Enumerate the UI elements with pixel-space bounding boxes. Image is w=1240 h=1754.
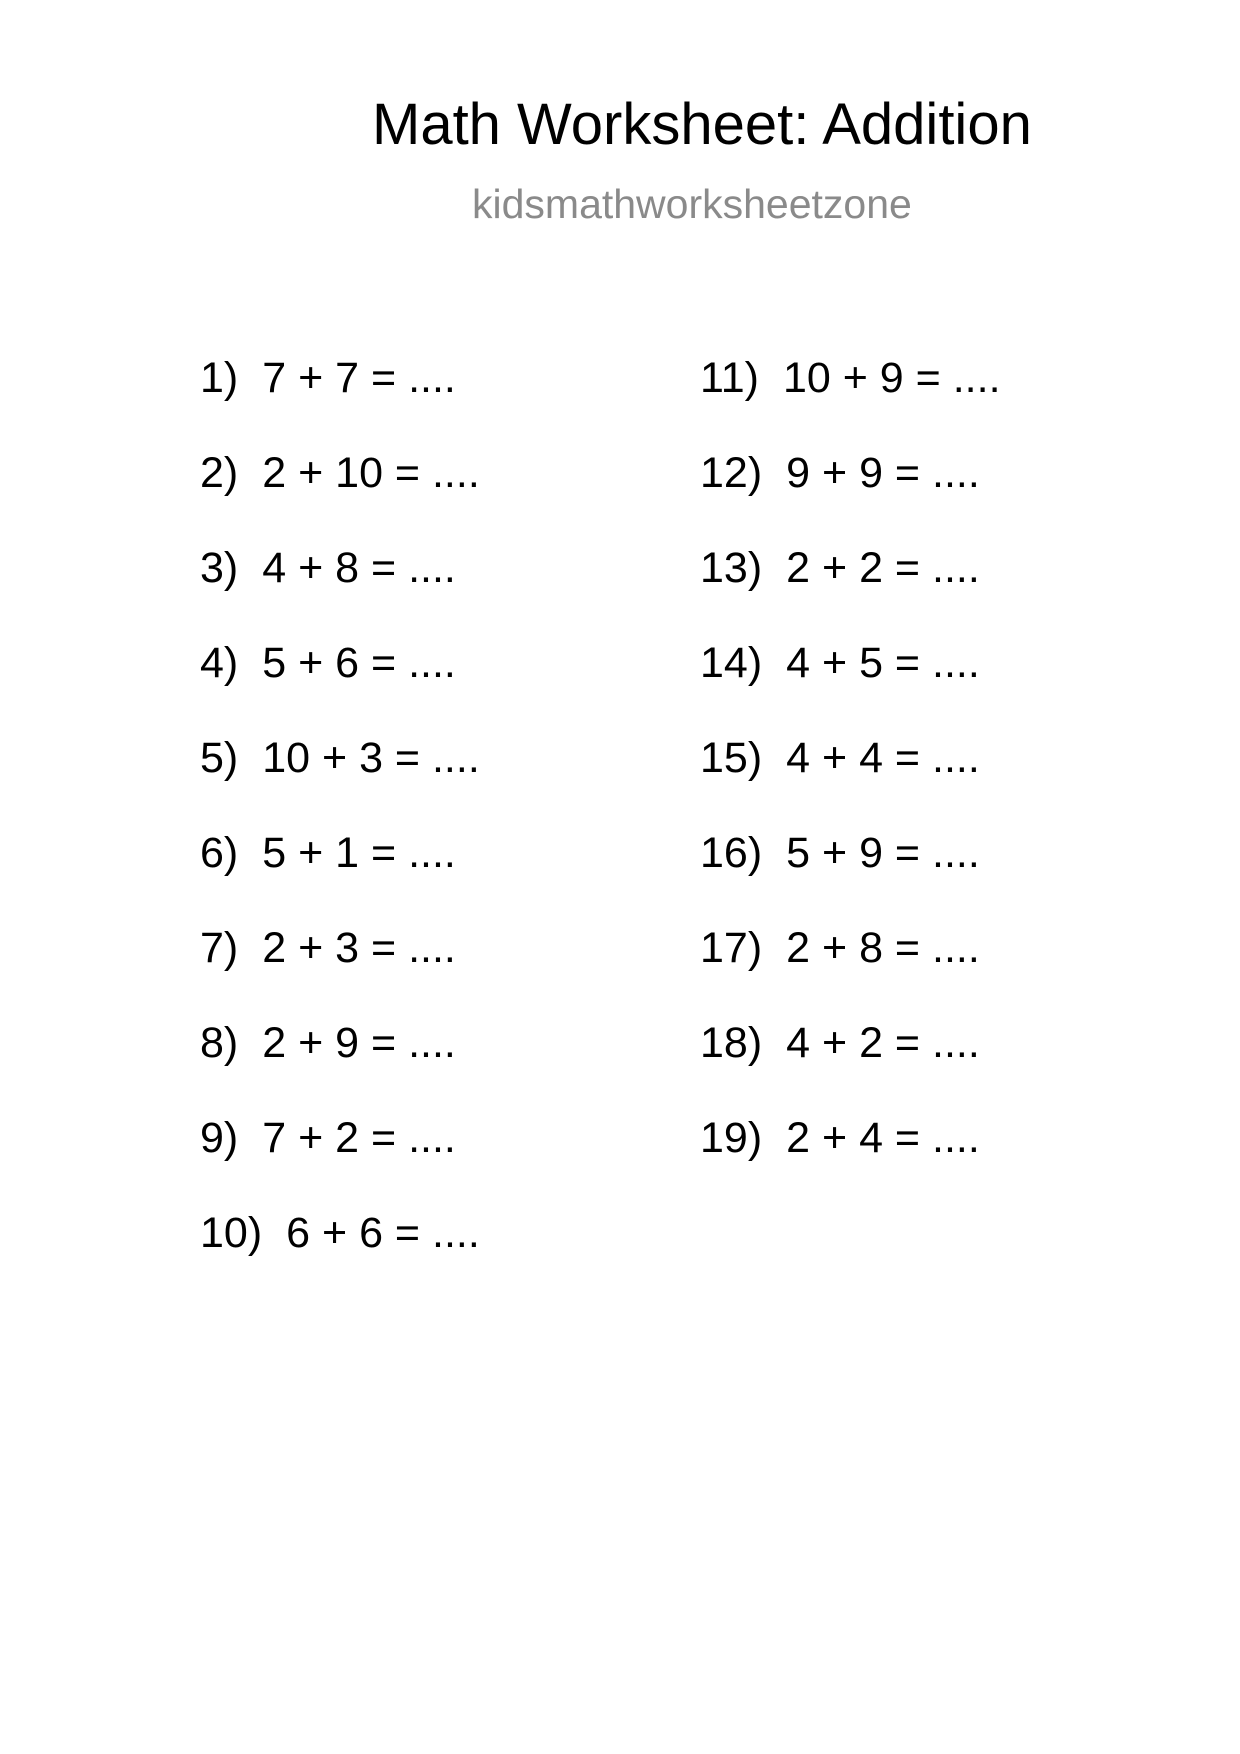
problem-expression: 2 + 9 = .... (262, 1019, 456, 1067)
problem-number: 3) (200, 544, 239, 592)
problem-item (700, 354, 1001, 402)
problem-expression: 5 + 1 = .... (262, 829, 456, 877)
problem-expression: 10 + 3 = .... (262, 734, 480, 782)
problem-item (700, 639, 980, 687)
problem-item (200, 354, 456, 402)
problem-item (200, 639, 456, 687)
problem-item (200, 1114, 456, 1162)
problem-item (200, 544, 456, 592)
problem-number: 14) (700, 639, 763, 687)
problem-item (200, 1019, 456, 1067)
problem-expression: 2 + 3 = .... (262, 924, 456, 972)
problem-number: 13) (700, 544, 763, 592)
problem-number: 1) (200, 354, 239, 402)
problem-expression: 2 + 10 = .... (262, 449, 480, 497)
problem-number: 11) (700, 354, 759, 402)
site-subtitle: kidsmathworksheetzone (472, 181, 912, 227)
problem-item (200, 449, 480, 497)
problem-item (200, 829, 456, 877)
problem-expression: 5 + 6 = .... (262, 639, 456, 687)
problem-item (700, 544, 980, 592)
problem-number: 7) (200, 924, 239, 972)
problem-number: 19) (700, 1114, 763, 1162)
problem-expression: 7 + 2 = .... (262, 1114, 456, 1162)
problem-number: 4) (200, 639, 239, 687)
problem-expression: 2 + 4 = .... (786, 1114, 980, 1162)
page-title: Math Worksheet: Addition (372, 92, 1032, 157)
problem-expression: 5 + 9 = .... (786, 829, 980, 877)
problem-number: 15) (700, 734, 763, 782)
problem-expression: 4 + 4 = .... (786, 734, 980, 782)
problem-item (700, 734, 980, 782)
problem-item (200, 1209, 480, 1257)
problem-number: 12) (700, 449, 763, 497)
problem-expression: 10 + 9 = .... (782, 354, 1001, 402)
problem-expression: 4 + 8 = .... (262, 544, 456, 592)
problem-number: 2) (200, 449, 239, 497)
problem-expression: 7 + 7 = .... (262, 354, 456, 402)
problem-expression: 2 + 8 = .... (786, 924, 980, 972)
problem-item (700, 1114, 980, 1162)
problem-expression: 2 + 2 = .... (786, 544, 980, 592)
problem-number: 16) (700, 829, 763, 877)
problem-expression: 6 + 6 = .... (286, 1209, 480, 1257)
problem-number: 10) (200, 1209, 263, 1257)
problem-item (700, 829, 980, 877)
problem-number: 8) (200, 1019, 239, 1067)
problem-expression: 9 + 9 = .... (786, 449, 980, 497)
problem-item (700, 924, 980, 972)
problem-number: 9) (200, 1114, 239, 1162)
problem-number: 18) (700, 1019, 763, 1067)
problem-item (700, 449, 980, 497)
problem-expression: 4 + 2 = .... (786, 1019, 980, 1067)
problem-expression: 4 + 5 = .... (786, 639, 980, 687)
problem-number: 17) (700, 924, 763, 972)
problem-number: 6) (200, 829, 239, 877)
problem-item (200, 924, 456, 972)
problem-item (700, 1019, 980, 1067)
problem-item (200, 734, 480, 782)
problem-number: 5) (200, 734, 239, 782)
